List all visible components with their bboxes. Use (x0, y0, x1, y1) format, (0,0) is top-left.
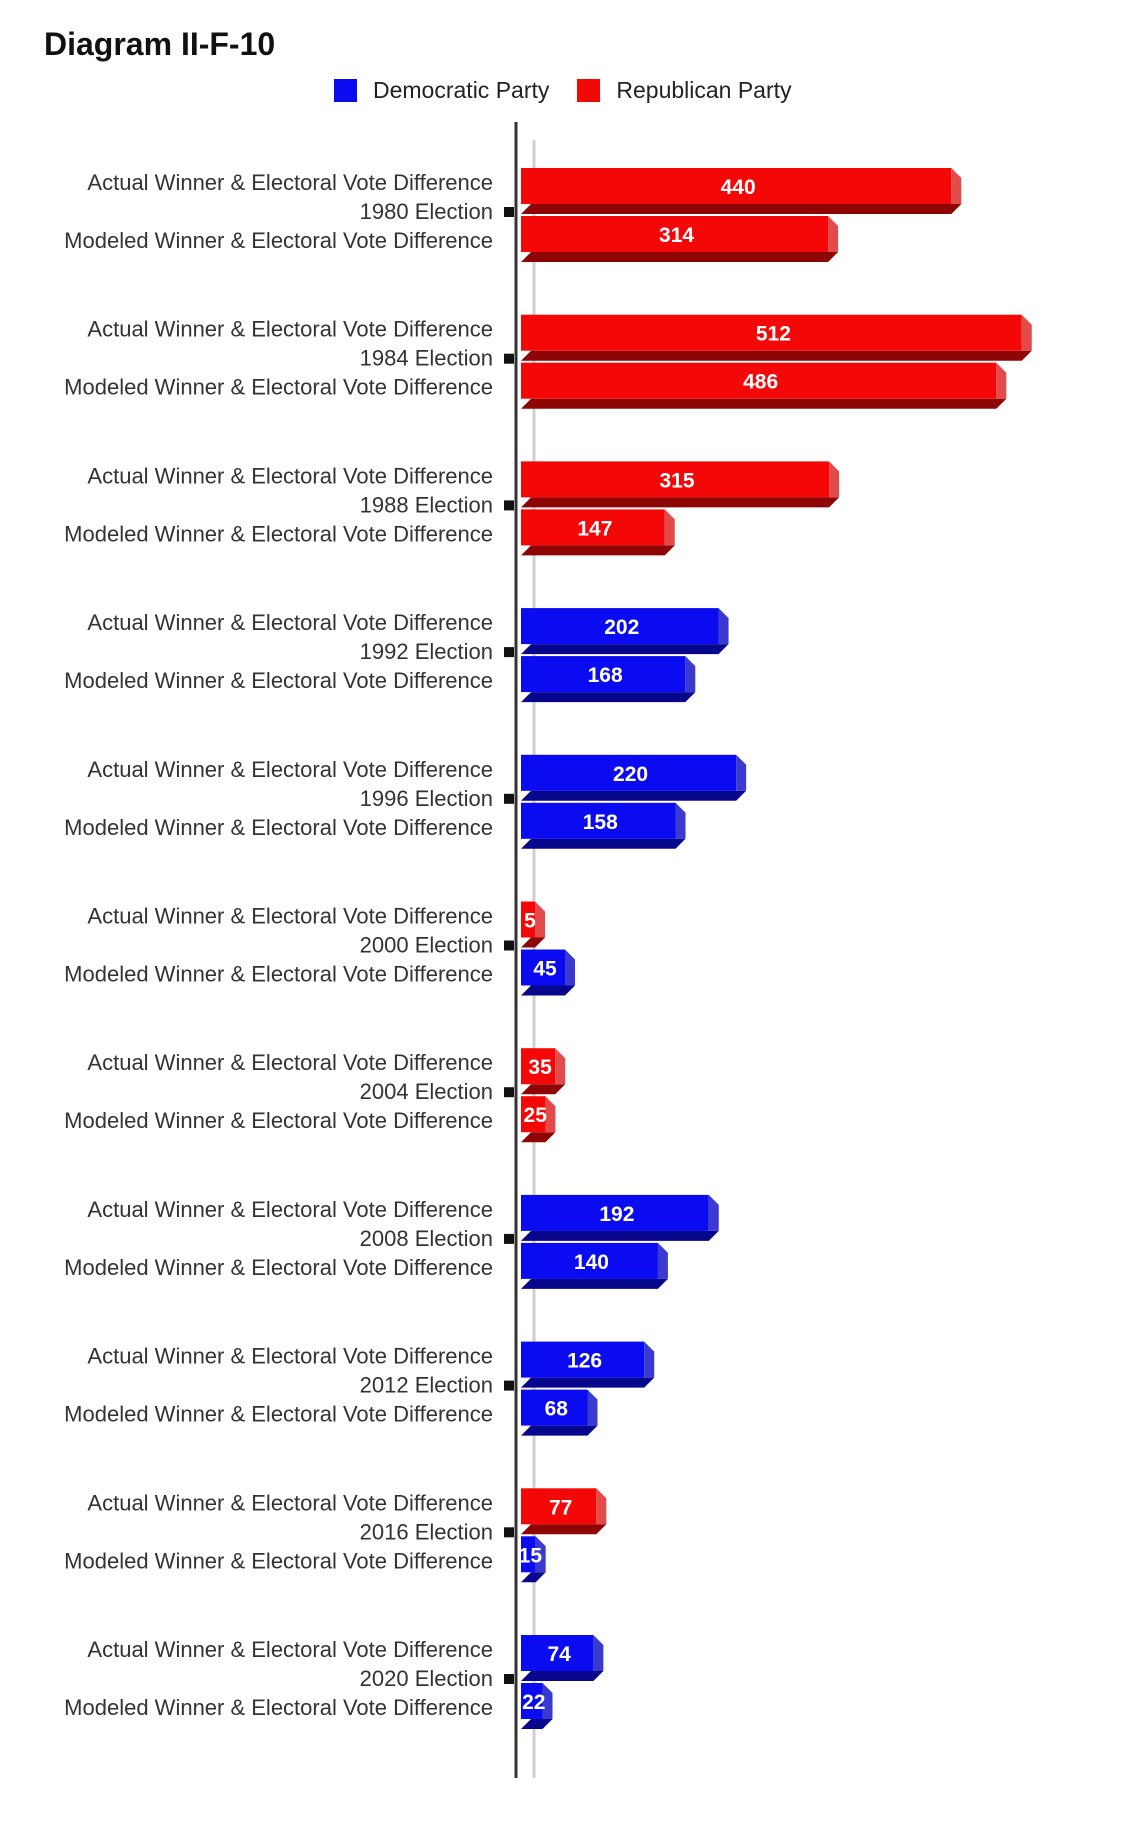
row-label-modeled-2008-election: Modeled Winner & Electoral Vote Difference (64, 1254, 493, 1280)
row-label-actual-2016-election: Actual Winner & Electoral Vote Difference (87, 1490, 493, 1516)
bar-modeled-2000-election-bottom-face (521, 986, 575, 996)
bar-actual-1996-election-side-face (736, 755, 746, 791)
row-label-actual-2008-election: Actual Winner & Electoral Vote Difference (87, 1196, 493, 1222)
bar-actual-2008-election-value-label: 192 (599, 1202, 635, 1226)
bar-modeled-1992-election-bottom-face (521, 692, 695, 702)
bar-modeled-2000-election-value-label: 45 (533, 957, 557, 981)
bar-modeled-2012-election (521, 1390, 598, 1436)
bar-modeled-1992-election-value-label: 168 (587, 664, 623, 688)
bar-modeled-2016-election-bottom-face (521, 1572, 546, 1582)
row-label-modeled-1988-election: Modeled Winner & Electoral Vote Difference (64, 521, 493, 547)
row-label-modeled-2004-election: Modeled Winner & Electoral Vote Difference (64, 1108, 493, 1134)
group-label-2016-election: 2016 Election (359, 1519, 493, 1545)
bar-actual-2004-election (521, 1048, 565, 1094)
bar-actual-2000-election (521, 902, 545, 948)
group-label-1988-election: 1988 Election (359, 492, 493, 518)
bar-actual-1992-election-side-face (719, 608, 729, 644)
bar-modeled-1988-election (521, 509, 675, 555)
axis-tick-2016-election (504, 1527, 514, 1537)
bar-actual-2016-election-value-label: 77 (548, 1496, 573, 1520)
row-label-modeled-1980-election: Modeled Winner & Electoral Vote Difference (64, 228, 493, 253)
bar-actual-1984-election-value-label: 512 (755, 322, 791, 346)
row-label-actual-1996-election: Actual Winner & Electoral Vote Difference (87, 756, 493, 782)
row-label-actual-1984-election: Actual Winner & Electoral Vote Difference (87, 316, 493, 342)
row-label-modeled-2000-election: Modeled Winner & Electoral Vote Difference (64, 961, 493, 987)
bar-actual-1980-election-side-face (951, 168, 961, 204)
bar-modeled-2020-election-bottom-face (521, 1719, 553, 1729)
bar-actual-1996-election-bottom-face (521, 791, 746, 801)
bar-modeled-1996-election-value-label: 158 (582, 810, 618, 834)
row-label-actual-2004-election: Actual Winner & Electoral Vote Difference (87, 1050, 493, 1076)
bar-actual-1988-election-value-label: 315 (659, 469, 695, 493)
bar-modeled-2008-election-value-label: 140 (573, 1250, 609, 1274)
bar-actual-2020-election (521, 1635, 603, 1681)
bar-modeled-1984-election-value-label: 486 (743, 370, 779, 394)
legend-label-democratic: Democratic Party (373, 76, 550, 103)
bar-modeled-2020-election-value-label: 22 (522, 1691, 546, 1714)
bar-modeled-2004-election (521, 1096, 555, 1142)
bar-actual-1992-election-bottom-face (521, 644, 729, 654)
bar-modeled-2008-election (521, 1243, 668, 1289)
bar-modeled-1980-election-bottom-face (521, 252, 838, 262)
bar-modeled-1992-election (521, 656, 695, 702)
bar-modeled-2012-election-bottom-face (521, 1426, 598, 1436)
row-label-modeled-2012-election: Modeled Winner & Electoral Vote Difference (64, 1401, 493, 1427)
axis-tick-1996-election (504, 794, 514, 804)
bar-modeled-1980-election-side-face (828, 216, 838, 252)
group-label-1984-election: 1984 Election (359, 345, 493, 371)
bar-modeled-1984-election-side-face (996, 363, 1006, 399)
bar-actual-2008-election (521, 1195, 719, 1241)
bar-actual-2000-election-value-label: 5 (524, 909, 536, 933)
row-label-actual-2012-election: Actual Winner & Electoral Vote Difference (87, 1343, 493, 1369)
row-label-modeled-2020-election: Modeled Winner & Electoral Vote Difference (64, 1695, 493, 1720)
chart-title: Diagram II-F-10 (44, 26, 276, 62)
group-label-1992-election: 1992 Election (359, 639, 493, 665)
row-label-actual-1992-election: Actual Winner & Electoral Vote Difference (87, 610, 493, 636)
row-label-actual-2020-election: Actual Winner & Electoral Vote Difference (87, 1637, 493, 1662)
bar-actual-2016-election-side-face (596, 1488, 606, 1524)
bar-modeled-1988-election-side-face (665, 509, 675, 545)
axis-tick-1992-election (504, 647, 514, 657)
axis-tick-2000-election (504, 941, 514, 951)
axis-tick-2012-election (504, 1381, 514, 1391)
bar-actual-1980-election (521, 168, 961, 214)
bar-actual-2000-election-bottom-face (521, 938, 545, 948)
bar-modeled-2016-election-value-label: 15 (518, 1544, 543, 1568)
bar-modeled-2020-election (521, 1683, 553, 1729)
bar-modeled-1984-election (521, 363, 1006, 409)
row-label-modeled-1996-election: Modeled Winner & Electoral Vote Difference (64, 814, 493, 840)
bar-actual-2020-election-side-face (593, 1635, 603, 1671)
bar-modeled-1988-election-bottom-face (521, 545, 675, 555)
bar-modeled-1980-election-value-label: 314 (659, 224, 695, 247)
bar-actual-2008-election-side-face (709, 1195, 719, 1231)
group-label-2000-election: 2000 Election (359, 932, 493, 958)
group-label-1996-election: 1996 Election (359, 785, 493, 811)
row-label-modeled-1992-election: Modeled Winner & Electoral Vote Difference (64, 668, 493, 694)
bar-actual-2008-election-bottom-face (521, 1231, 719, 1241)
bar-modeled-1996-election-bottom-face (521, 839, 686, 849)
bar-actual-1992-election-value-label: 202 (604, 616, 640, 640)
group-label-2020-election: 2020 Election (359, 1666, 493, 1691)
bar-actual-1984-election-bottom-face (521, 351, 1032, 361)
bar-actual-1980-election-value-label: 440 (720, 176, 756, 199)
bar-actual-2020-election-bottom-face (521, 1671, 603, 1681)
bar-modeled-1992-election-side-face (685, 656, 695, 692)
axis-tick-2020-election (504, 1674, 514, 1684)
bar-actual-1984-election (521, 315, 1032, 361)
bar-actual-2012-election (521, 1342, 654, 1388)
bar-actual-2016-election (521, 1488, 606, 1534)
axis-tick-1988-election (504, 500, 514, 510)
bar-actual-2016-election-bottom-face (521, 1524, 606, 1534)
bar-modeled-2000-election-side-face (565, 950, 575, 986)
bar-modeled-2000-election (521, 950, 575, 996)
bar-modeled-1996-election-side-face (676, 803, 686, 839)
bar-actual-1996-election-value-label: 220 (613, 762, 649, 786)
bar-modeled-2012-election-value-label: 68 (544, 1397, 568, 1421)
axis-tick-1984-election (504, 354, 514, 364)
bar-actual-2012-election-side-face (644, 1342, 654, 1378)
bar-modeled-1980-election (521, 216, 838, 262)
legend-label-republican: Republican Party (616, 76, 792, 103)
bar-actual-2004-election-value-label: 35 (528, 1056, 552, 1080)
row-label-modeled-1984-election: Modeled Winner & Electoral Vote Difference (64, 374, 493, 400)
group-label-2008-election: 2008 Election (359, 1225, 493, 1251)
bar-actual-1988-election-bottom-face (521, 497, 839, 507)
bar-modeled-2004-election-bottom-face (521, 1132, 555, 1142)
bar-modeled-2004-election-side-face (545, 1096, 555, 1132)
bar-actual-2000-election-side-face (535, 902, 545, 938)
row-label-modeled-2016-election: Modeled Winner & Electoral Vote Difference (64, 1548, 493, 1574)
bar-actual-1980-election-bottom-face (521, 204, 961, 214)
bar-modeled-2008-election-bottom-face (521, 1279, 668, 1289)
bar-actual-1984-election-side-face (1022, 315, 1032, 351)
bar-actual-1992-election (521, 608, 729, 654)
row-label-actual-1988-election: Actual Winner & Electoral Vote Difference (87, 463, 493, 489)
bar-modeled-1996-election (521, 803, 686, 849)
group-label-2004-election: 2004 Election (359, 1079, 493, 1105)
group-label-1980-election: 1980 Election (359, 199, 493, 224)
axis-tick-2008-election (504, 1234, 514, 1244)
bar-actual-1988-election (521, 461, 839, 507)
bar-modeled-1984-election-bottom-face (521, 399, 1006, 409)
row-label-actual-1980-election: Actual Winner & Electoral Vote Difference (87, 170, 493, 195)
bar-actual-2012-election-bottom-face (521, 1378, 654, 1388)
axis-tick-1980-election (504, 207, 514, 217)
axis-tick-2004-election (504, 1087, 514, 1097)
bar-modeled-2016-election (519, 1536, 546, 1582)
bar-modeled-2008-election-side-face (658, 1243, 668, 1279)
group-label-2012-election: 2012 Election (359, 1372, 493, 1398)
bar-actual-2004-election-side-face (555, 1048, 565, 1084)
bar-actual-1988-election-side-face (829, 461, 839, 497)
bar-actual-1996-election (521, 755, 746, 801)
bar-actual-2012-election-value-label: 126 (567, 1349, 603, 1373)
bar-modeled-2004-election-value-label: 25 (523, 1104, 547, 1128)
bar-actual-2020-election-value-label: 74 (547, 1643, 571, 1666)
bar-modeled-2012-election-side-face (588, 1390, 598, 1426)
bar-actual-2004-election-bottom-face (521, 1084, 565, 1094)
row-label-actual-2000-election: Actual Winner & Electoral Vote Difference (87, 903, 493, 929)
bar-modeled-1988-election-value-label: 147 (577, 517, 613, 541)
